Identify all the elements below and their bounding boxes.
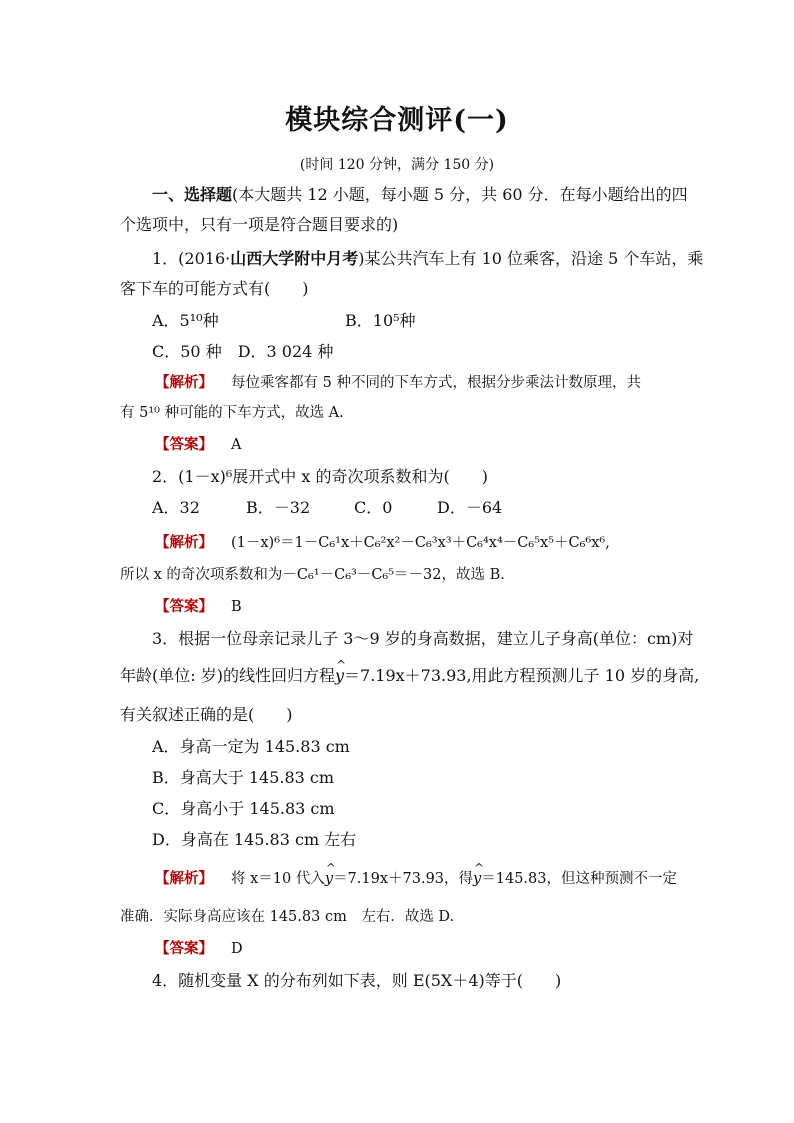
section-intro-a: (本大题共 12 小题，每小题 5 分，共 60 分．在每小题给出的四	[232, 185, 688, 204]
q3-stem-line1: 3．根据一位母亲记录儿子 3～9 岁的身高数据，建立儿子身高(单位：cm)对	[152, 629, 694, 648]
y-hat-symbol: ^ y	[325, 868, 333, 890]
q3-analysis-mid: ＝7.19x＋73.93，得	[333, 871, 474, 887]
q2-stem: 2．(1－x)⁶展开式中 x 的奇次项系数和为( )	[152, 467, 488, 486]
q3-stem-line3: 有关叙述正确的是( )	[120, 705, 293, 724]
q3-stem2-pre: 年龄(单位: 岁)的线性回归方程	[120, 666, 335, 685]
section-intro-line2: 个选项中，只有一项是符合题目要求的)	[120, 215, 399, 234]
q1-option-a: A．5¹⁰种	[152, 311, 219, 330]
q3-analysis-line1	[155, 868, 677, 890]
q3-analysis-post: ＝145.83，但这种预测不一定	[481, 871, 677, 887]
q3-analysis-pre: 将 x＝10 代入	[231, 871, 325, 887]
q2-option-c: C．0	[354, 498, 393, 517]
q3-stem-line2	[120, 665, 699, 687]
y-hat-symbol: ^ y	[473, 868, 481, 890]
analysis-label: 【解析】	[155, 374, 213, 391]
q2-option-b: B．－32	[246, 498, 311, 517]
y-hat-symbol: ^ y	[335, 665, 344, 687]
q1-stem-line1	[152, 248, 703, 270]
q2-option-d: D．－64	[437, 498, 503, 517]
answer-label: 【答案】	[155, 598, 213, 615]
q1-analysis-line2: 有 5¹⁰ 种可能的下车方式，故选 A.	[120, 405, 344, 421]
q1-answer	[155, 434, 241, 456]
q1-option-cd: C．50 种 D．3 024 种	[152, 342, 334, 361]
q1-stem-post: )某公共汽车上有 10 位乘客，沿途 5 个车站，乘	[358, 249, 704, 268]
q3-option-d: D．身高在 145.83 cm 左右	[152, 830, 357, 849]
q3-option-a: A．身高一定为 145.83 cm	[152, 737, 350, 756]
q1-option-b: B．10⁵种	[345, 311, 416, 330]
section-intro-line1	[152, 184, 688, 206]
q3-answer-value: D	[231, 941, 243, 957]
q1-analysis-line1	[155, 372, 641, 394]
q2-answer-value: B	[231, 599, 242, 615]
analysis-label: 【解析】	[155, 534, 213, 551]
q2-analysis-line1	[155, 532, 610, 554]
q3-option-b: B．身高大于 145.83 cm	[152, 768, 335, 787]
q3-stem2-post: ＝7.19x＋73.93,用此方程预测儿子 10 岁的身高,	[344, 666, 700, 685]
q3-option-c: C．身高小于 145.83 cm	[152, 799, 335, 818]
q4-stem: 4．随机变量 X 的分布列如下表，则 E(5X＋4)等于( )	[152, 971, 562, 990]
q3-analysis-line2: 准确．实际身高应该在 145.83 cm 左右．故选 D.	[120, 909, 455, 925]
q3-answer	[155, 938, 243, 960]
q2-analysis-text1: (1－x)⁶＝1－C₆¹x＋C₆²x²－C₆³x³＋C₆⁴x⁴－C₆⁵x⁵＋C₆⁶x⁶,	[231, 535, 610, 551]
q2-answer	[155, 596, 242, 618]
q2-option-a: A．32	[152, 498, 200, 517]
answer-label: 【答案】	[155, 436, 213, 453]
answer-label: 【答案】	[155, 940, 213, 957]
section-heading: 一、选择题	[152, 185, 233, 204]
analysis-label: 【解析】	[155, 870, 213, 887]
page-title: 模块综合测评(一)	[285, 105, 509, 136]
q1-analysis-text1: 每位乘客都有 5 种不同的下车方式，根据分步乘法计数原理，共	[231, 375, 641, 391]
q1-stem-line2: 客下车的可能方式有( )	[120, 279, 309, 298]
q1-source: 山西大学附中月考	[230, 249, 359, 268]
q1-answer-value: A	[231, 437, 242, 453]
exam-info: (时间 120 分钟，满分 150 分)	[299, 157, 495, 173]
q2-analysis-line2: 所以 x 的奇次项系数和为－C₆¹－C₆³－C₆⁵＝－32，故选 B.	[120, 567, 505, 583]
q1-stem-pre: 1．(2016·	[152, 249, 231, 268]
